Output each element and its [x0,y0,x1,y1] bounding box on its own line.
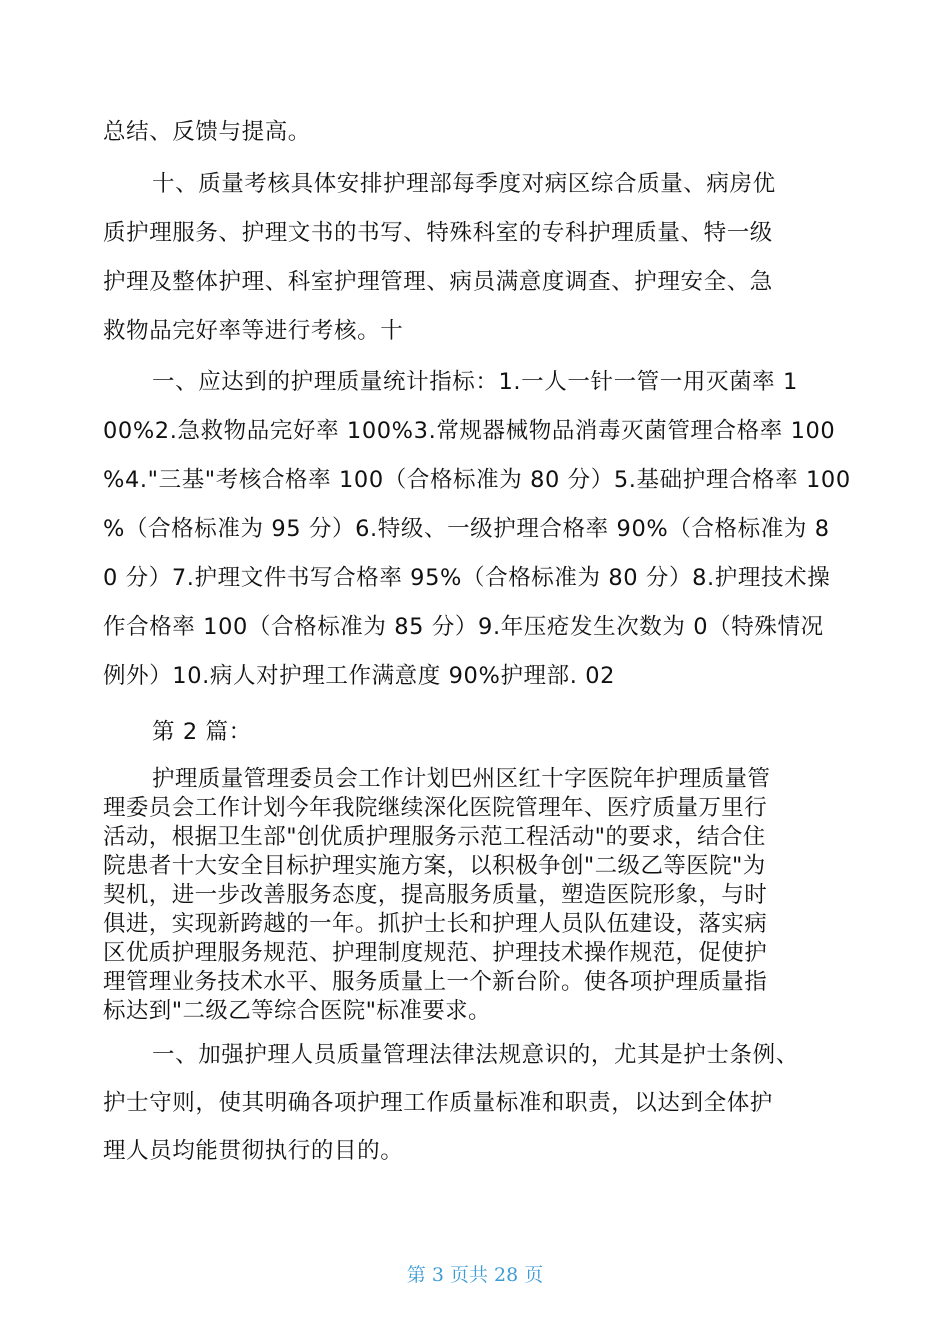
body-text-line: 质护理服务、护理文书的书写、特殊科室的专科护理质量、特一级 [103,220,773,246]
body-text-line: 例外）10.病人对护理工作满意度 90%护理部. 02 [103,663,616,689]
body-text-line: 院患者十大安全目标护理实施方案，以积极争创"二级乙等医院"为 [103,853,766,879]
body-text-line: 护理质量管理委员会工作计划巴州区红十字医院年护理质量管 [152,766,771,792]
body-text-line: 一、应达到的护理质量统计指标：1.一人一针一管一用灭菌率 1 [152,369,798,395]
body-text-line: 理人员均能贯彻执行的目的。 [103,1138,404,1164]
body-text-line: 俱进，实现新跨越的一年。抓护士长和护理人员队伍建设，落实病 [103,911,768,937]
section-heading: 第 2 篇： [152,719,252,745]
body-text-line: 一、加强护理人员质量管理法律法规意识的，尤其是护士条例、 [152,1042,799,1068]
body-text-line: 标达到"二级乙等综合医院"标准要求。 [103,998,491,1024]
body-text-line: 区优质护理服务规范、护理制度规范、护理技术操作规范，促使护 [103,940,768,966]
page-footer: 第 3 页共 28 页 [406,1264,544,1286]
body-text-line: 护理及整体护理、科室护理管理、病员满意度调查、护理安全、急 [103,269,773,295]
body-text-line: 总结、反馈与提高。 [103,119,311,145]
body-text-line: 理委员会工作计划今年我院继续深化医院管理年、医疗质量万里行 [103,795,768,821]
body-text-line: 00%2.急救物品完好率 100%3.常规器械物品消毒灭菌管理合格率 100 [103,418,836,444]
body-text-line: 0 分）7.护理文件书写合格率 95%（合格标准为 80 分）8.护理技术操 [103,565,831,591]
body-text-line: 理管理业务技术水平、服务质量上一个新台阶。使各项护理质量指 [103,969,768,995]
body-text-line: 救物品完好率等进行考核。十 [103,318,404,344]
body-text-line: 作合格率 100（合格标准为 85 分）9.年压疮发生次数为 0（特殊情况 [103,614,824,640]
body-text-line: 护士守则，使其明确各项护理工作质量标准和职责，以达到全体护 [103,1090,773,1116]
body-text-line: 活动，根据卫生部"创优质护理服务示范工程活动"的要求，结合住 [103,824,766,850]
body-text-line: %（合格标准为 95 分）6.特级、一级护理合格率 90%（合格标准为 8 [103,516,830,542]
body-text-line: 契机，进一步改善服务态度，提高服务质量，塑造医院形象，与时 [103,882,768,908]
body-text-line: 十、质量考核具体安排护理部每季度对病区综合质量、病房优 [152,171,776,197]
body-text-line: %4."三基"考核合格率 100（合格标准为 80 分）5.基础护理合格率 100 [103,467,851,493]
